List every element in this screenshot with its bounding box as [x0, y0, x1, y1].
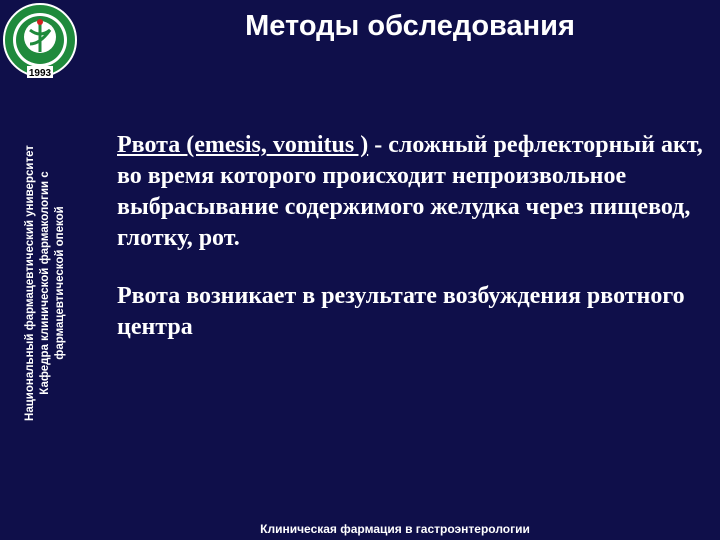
university-logo — [0, 0, 86, 86]
cause-paragraph: Рвота возникает в результате возбуждения рвотного центра — [117, 283, 685, 340]
slide-footer: Клиническая фармация в гастроэнтерологии — [260, 522, 530, 536]
sidebar-line-department: Кафедра клинической фармакологии с — [39, 171, 51, 395]
slide-body — [117, 130, 707, 343]
slide-title: Методы обследования — [245, 10, 575, 42]
sidebar-line-university: Национальный фармацевтический университет — [24, 145, 36, 421]
definition-paragraph — [117, 130, 707, 254]
logo-year: 1993 — [28, 68, 52, 79]
sidebar-line-department-cont: фармацевтической опекой — [54, 206, 66, 360]
definition-term: Рвота (emesis, vomitus ) — [117, 132, 369, 158]
definition-text: - сложный рефлекторный акт, во время которого происходит непроизвольное выбрасывание содержимого желудка через пищевод, глотку, рот. — [117, 132, 703, 251]
sidebar-university-text — [23, 98, 87, 468]
